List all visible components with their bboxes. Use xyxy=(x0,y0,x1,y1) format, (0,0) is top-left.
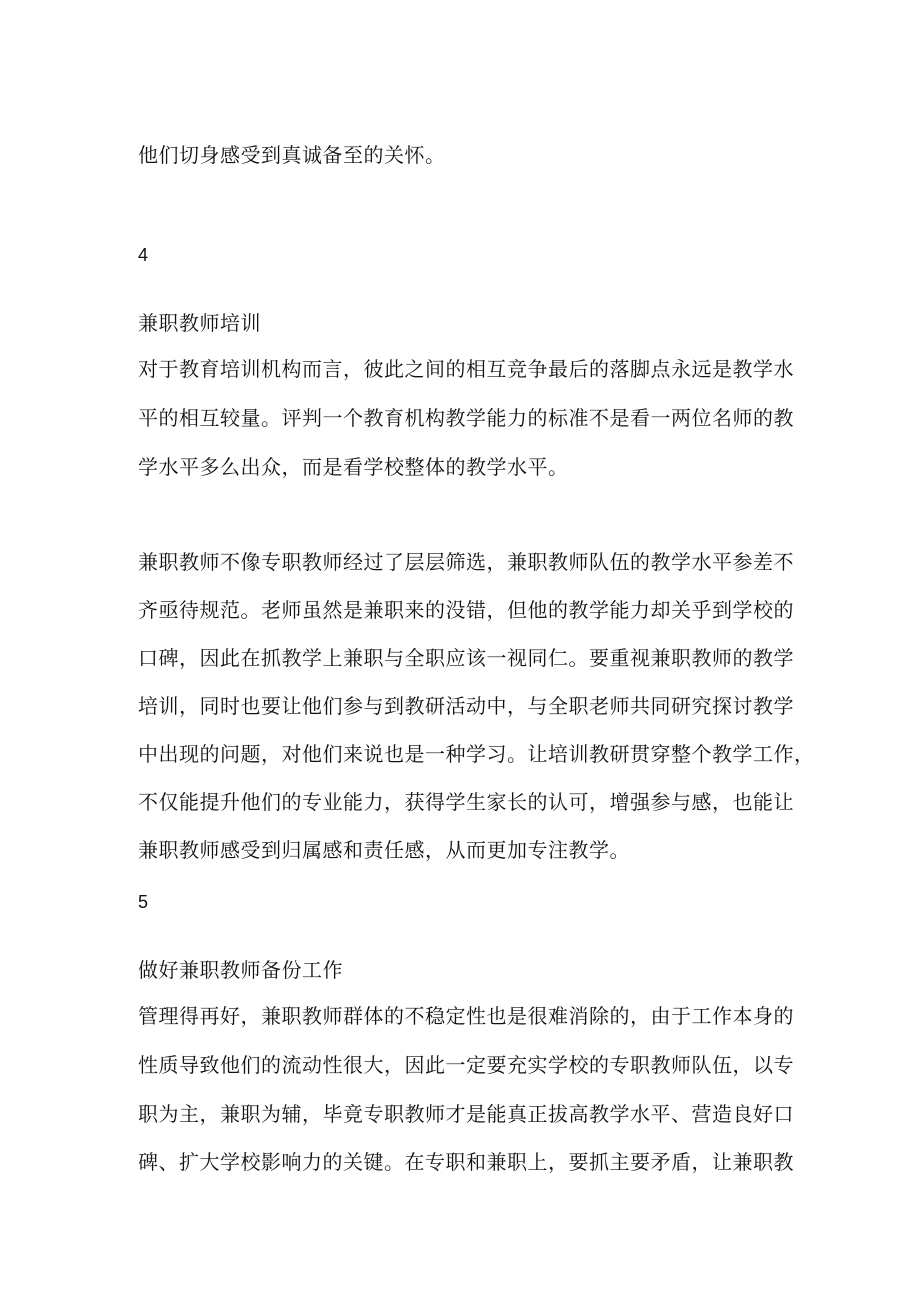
section-4-heading: 兼职教师培训 xyxy=(138,311,261,335)
section-4-p2-line-1: 兼职教师不像专职教师经过了层层筛选，兼职教师队伍的教学水平参差不 xyxy=(138,550,794,574)
section-4-number: 4 xyxy=(138,245,149,265)
section-4-p2-line-2: 齐亟待规范。老师虽然是兼职来的没错，但他的教学能力却关乎到学校的 xyxy=(138,598,794,622)
section-5-p1-line-2: 性质导致他们的流动性很大，因此一定要充实学校的专职教师队伍，以专 xyxy=(138,1053,794,1077)
section-5-heading: 做好兼职教师备份工作 xyxy=(138,958,343,982)
intro-line: 他们切身感受到真诚备至的关怀。 xyxy=(138,143,446,167)
section-4-p1-line-3: 学水平多么出众，而是看学校整体的教学水平。 xyxy=(138,455,569,479)
section-4-p2-line-6: 不仅能提升他们的专业能力，获得学生家长的认可，增强参与感，也能让 xyxy=(138,790,794,814)
section-5-p1-line-1: 管理得再好，兼职教师群体的不稳定性也是很难消除的，由于工作本身的 xyxy=(138,1004,794,1028)
section-5-p1-line-4: 碑、扩大学校影响力的关键。在专职和兼职上，要抓主要矛盾，让兼职教 xyxy=(138,1150,794,1174)
section-4-p2-line-3: 口碑，因此在抓教学上兼职与全职应该一视同仁。要重视兼职教师的教学 xyxy=(138,646,794,670)
section-5-p1-line-3: 职为主，兼职为辅，毕竟专职教师才是能真正拔高教学水平、营造良好口 xyxy=(138,1102,794,1126)
section-4-p1-line-1: 对于教育培训机构而言，彼此之间的相互竞争最后的落脚点永远是教学水 xyxy=(138,357,794,381)
section-5-number: 5 xyxy=(138,892,149,912)
section-4-p2-line-4: 培训，同时也要让他们参与到教研活动中，与全职老师共同研究探讨教学 xyxy=(138,694,794,718)
section-4-p2-line-5: 中出现的问题，对他们来说也是一种学习。让培训教研贯穿整个教学工作， xyxy=(138,742,815,766)
section-4-p2-line-7: 兼职教师感受到归属感和责任感，从而更加专注教学。 xyxy=(138,838,630,862)
section-4-p1-line-2: 平的相互较量。评判一个教育机构教学能力的标准不是看一两位名师的教 xyxy=(138,406,794,430)
